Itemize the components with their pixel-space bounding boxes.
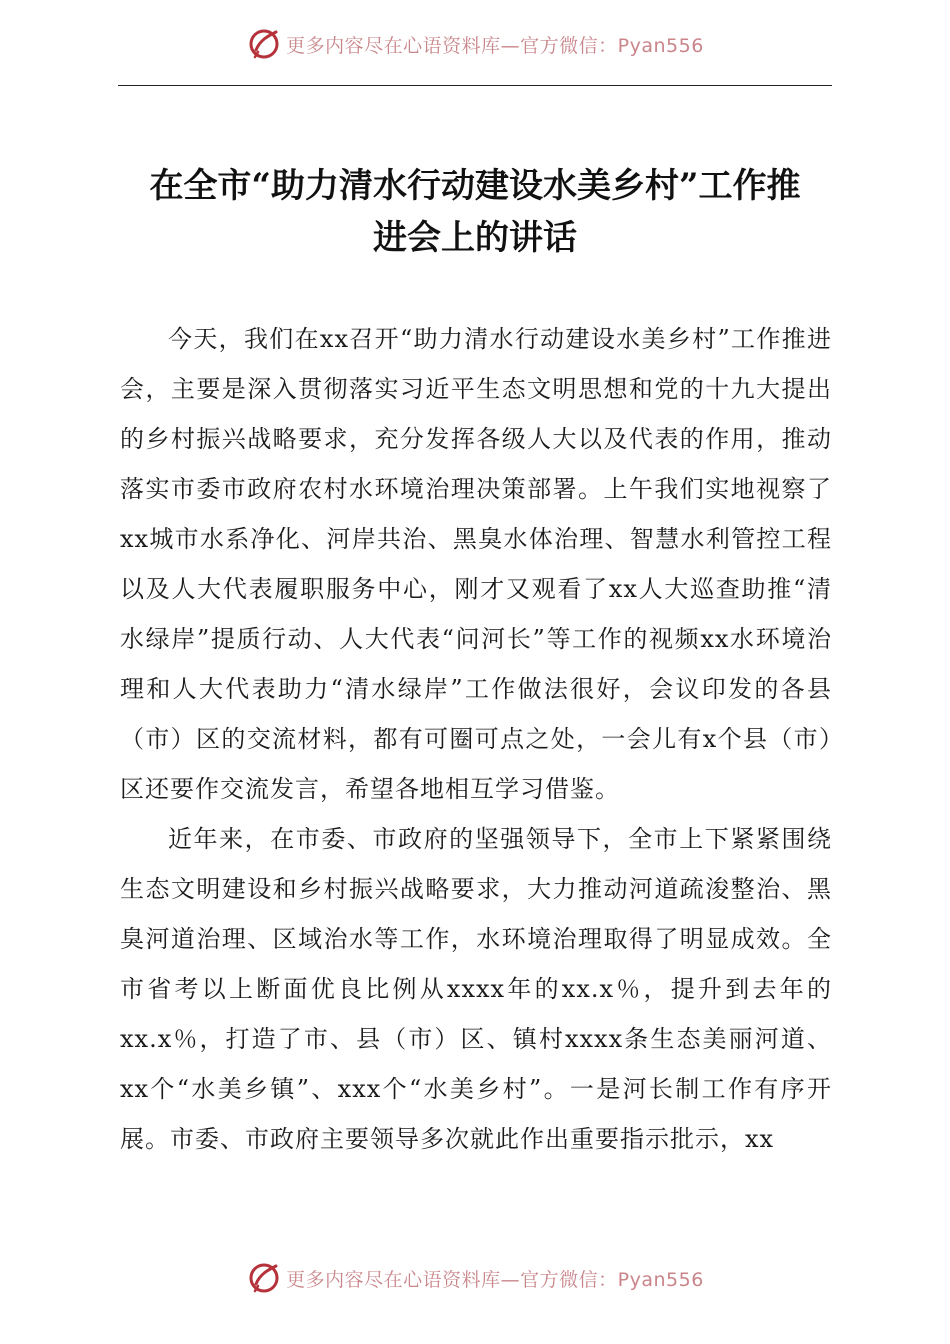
title-line-2: 进会上的讲话 bbox=[373, 218, 577, 258]
paragraph-2: 近年来，在市委、市政府的坚强领导下，全市上下紧紧围绕生态文明建设和乡村振兴战略要求，大力推动河道疏浚整治、黑臭河道治理、区域治水等工作，水环境治理取得了明显成效。全市省考以上断面优良比例从xxxx年的xx.x％，提升到去年的xx.x％，打造了市、县（市）区、镇村xxxx条生态美丽河道、xx个“水美乡镇”、xxx个“水美乡村”。一是河长制工作有序开展。市委、市政府主要领导多次就此作出重要指示批示，xx bbox=[120, 825, 832, 1153]
header-rule bbox=[118, 85, 832, 86]
document-body bbox=[120, 314, 832, 1164]
paragraph-1: 今天，我们在xx召开“助力清水行动建设水美乡村”工作推进会，主要是深入贯彻落实习近平生态文明思想和党的十九大提出的乡村振兴战略要求，充分发挥各级人大以及代表的作用，推动落实市委市政府农村水环境治理决策部署。上午我们实地视察了xx城市水系净化、河岸共治、黑臭水体治理、智慧水利管控工程以及人大代表履职服务中心，刚才又观看了xx人大巡查助推“清水绿岸”提质行动、人大代表“问河长”等工作的视频xx水环境治理和人大代表助力“清水绿岸”工作做法很好，会议印发的各县（市）区的交流材料，都有可圈可点之处，一会儿有x个县（市）区还要作交流发言，希望各地相互学习借鉴。 bbox=[120, 325, 832, 803]
brand-logo-icon bbox=[246, 1260, 282, 1296]
footer-watermark-text: 更多内容尽在心语资料库—官方微信：Pyan556 bbox=[286, 1268, 704, 1291]
title-line-1: 在全市“助力清水行动建设水美乡村”工作推 bbox=[149, 166, 801, 206]
footer-watermark bbox=[0, 1260, 950, 1296]
header-watermark-text: 更多内容尽在心语资料库—官方微信：Pyan556 bbox=[286, 34, 704, 57]
header-watermark bbox=[0, 26, 950, 62]
document-title bbox=[110, 160, 840, 264]
brand-logo-icon bbox=[246, 26, 282, 62]
